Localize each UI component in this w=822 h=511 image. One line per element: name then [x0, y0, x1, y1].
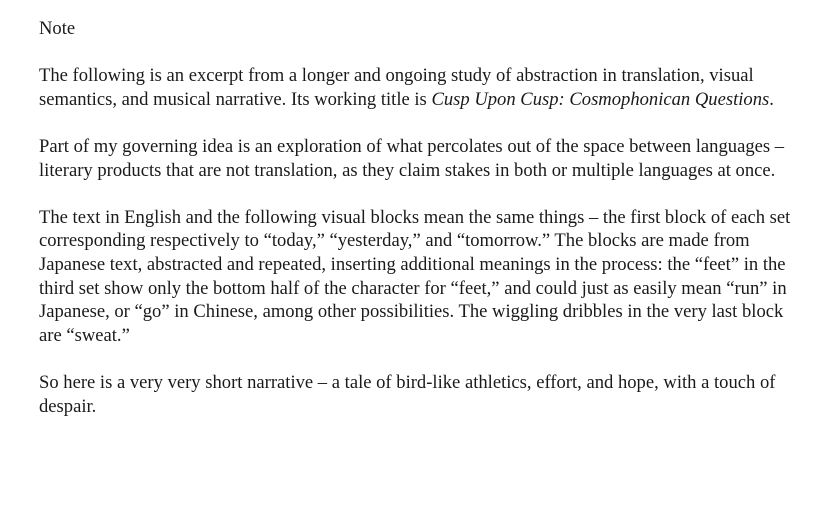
paragraph-intro-end: . [769, 88, 774, 110]
paragraph-intro [39, 64, 799, 111]
document-body [39, 17, 799, 418]
paragraph-governing-idea: Part of my governing idea is an exploration of what percolates out of the space between languages – literary products that are not translation, as they claim stakes in both or multiple languages at once. [39, 135, 785, 181]
working-title: Cusp Upon Cusp: Cosmophonican Questions [431, 88, 770, 110]
note-heading: Note [39, 18, 76, 39]
paragraph-visual-blocks: The text in English and the following visual blocks mean the same things – the first block of each set corresponding respectively to “today,” “yesterday,” and “tomorrow.” The blocks are made from Japanese text, abstracted and repeated, inserting additional meanings in the process: the “feet” in the third set show only the bottom half of the character for “feet,” and could just as easily mean “run” in Japanese, or “go” in Chinese, among other possibilities. The wiggling dribbles in the very last block are “sweat.” [39, 206, 791, 346]
paragraph-narrative: So here is a very very short narrative – a tale of bird-like athletics, effort, and hope, with a touch of despair. [39, 371, 776, 417]
paragraph-intro-text: The following is an excerpt from a longer and ongoing study of abstraction in translation, visual semantics, and musical narrative. Its working title is [39, 65, 754, 110]
